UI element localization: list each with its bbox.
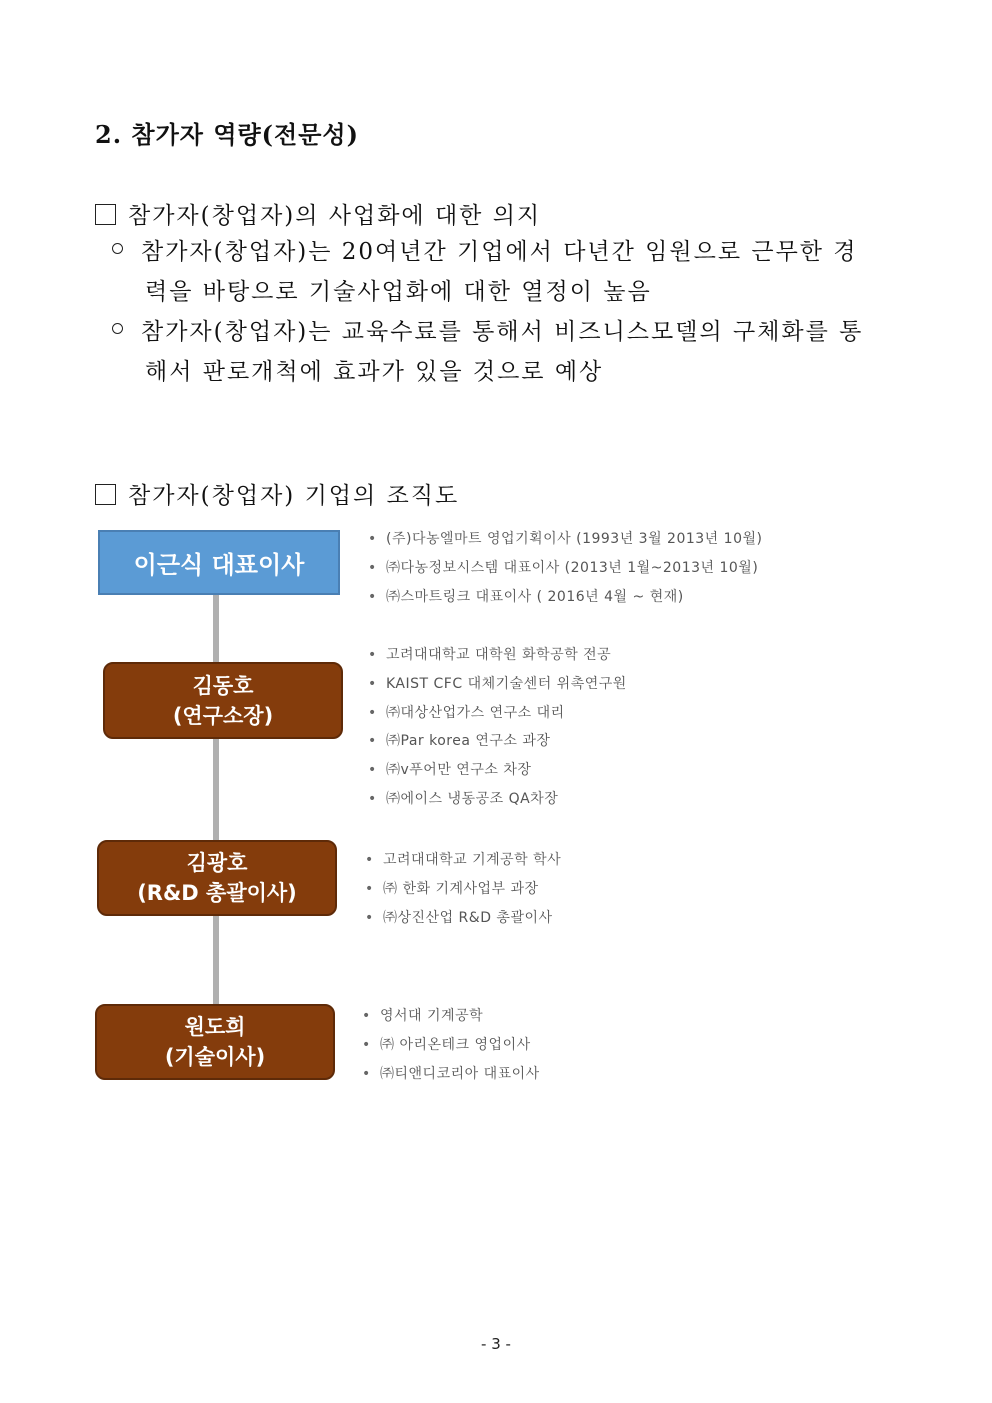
career-item: • KAIST CFC 대체기술센터 위촉연구원 [368, 675, 627, 692]
bullet-text-continued: 력을 바탕으로 기술사업화에 대한 열정이 높음 [145, 279, 652, 305]
member-career-list [362, 1002, 540, 1088]
career-item: • ㈜대상산업가스 연구소 대리 [368, 704, 565, 721]
member-role: (연구소장) [172, 703, 274, 728]
bullet-line [112, 312, 902, 352]
org-heading-text: 참가자(창업자) 기업의 조직도 [128, 483, 460, 509]
org-node-ceo [98, 530, 340, 595]
career-item: • ㈜에이스 냉동공조 QA차장 [368, 790, 559, 807]
member-role: (R&D 총괄이사) [137, 881, 297, 905]
member-career-list [368, 641, 627, 814]
career-item: • ㈜상진산업 R&D 총괄이사 [365, 909, 553, 926]
org-heading [95, 477, 459, 510]
member-career-list [365, 846, 561, 932]
checkbox-square-icon [95, 484, 116, 505]
org-node-rnd-director [97, 840, 337, 916]
bullet-text-continued: 해서 판로개척에 효과가 있을 것으로 예상 [145, 359, 604, 385]
member-name: 원도희 [184, 1015, 246, 1039]
career-item: • 고려대대학교 대학원 화학공학 전공 [368, 647, 612, 663]
circle-bullet-icon [112, 243, 123, 254]
career-item: • ㈜다농정보시스템 대표이사 (2013년 1월~2013년 10월) [368, 559, 759, 576]
career-item: • ㈜티앤디코리아 대표이사 [362, 1065, 540, 1082]
career-item: • ㈜스마트링크 대표이사 ( 2016년 4월 ~ 현재) [368, 588, 684, 605]
career-item: • 고려대대학교 기계공학 학사 [365, 852, 562, 868]
ceo-name: 이근식 대표이사 [133, 551, 305, 579]
career-item: • ㈜Par korea 연구소 과장 [368, 733, 551, 750]
bullet-text: 참가자(창업자)는 교육수료를 통해서 비즈니스모델의 구체화를 통 [141, 319, 864, 345]
member-name: 김동호 [192, 673, 254, 698]
intent-bullet-1 [112, 232, 902, 312]
circle-bullet-icon [112, 323, 123, 334]
bullet-text: 참가자(창업자)는 20여년간 기업에서 다년간 임원으로 근무한 경 [141, 239, 858, 265]
intent-heading [95, 197, 541, 230]
checkbox-square-icon [95, 204, 116, 225]
career-item: • 영서대 기계공학 [362, 1008, 484, 1024]
member-role: (기술이사) [164, 1045, 266, 1069]
member-name: 김광호 [186, 851, 248, 875]
intent-heading-text: 참가자(창업자)의 사업화에 대한 의지 [128, 203, 542, 229]
career-item: • ㈜v푸어만 연구소 차장 [368, 762, 532, 779]
page-number: - 3 - [481, 1335, 511, 1353]
career-item: • ㈜ 아리온테크 영업이사 [362, 1036, 531, 1053]
org-connector-line [213, 595, 219, 1007]
intent-bullet-2 [112, 312, 902, 392]
org-node-research-director [103, 662, 343, 739]
career-item: • (주)다농엘마트 영업기획이사 (1993년 3월 2013년 10월) [368, 531, 763, 547]
career-item: • ㈜ 한화 기계사업부 과장 [365, 880, 539, 897]
org-node-tech-director [95, 1004, 335, 1080]
ceo-career-list [368, 525, 762, 611]
bullet-line [112, 232, 902, 272]
section-title: 2. 참가자 역량(전문성) [95, 120, 359, 149]
